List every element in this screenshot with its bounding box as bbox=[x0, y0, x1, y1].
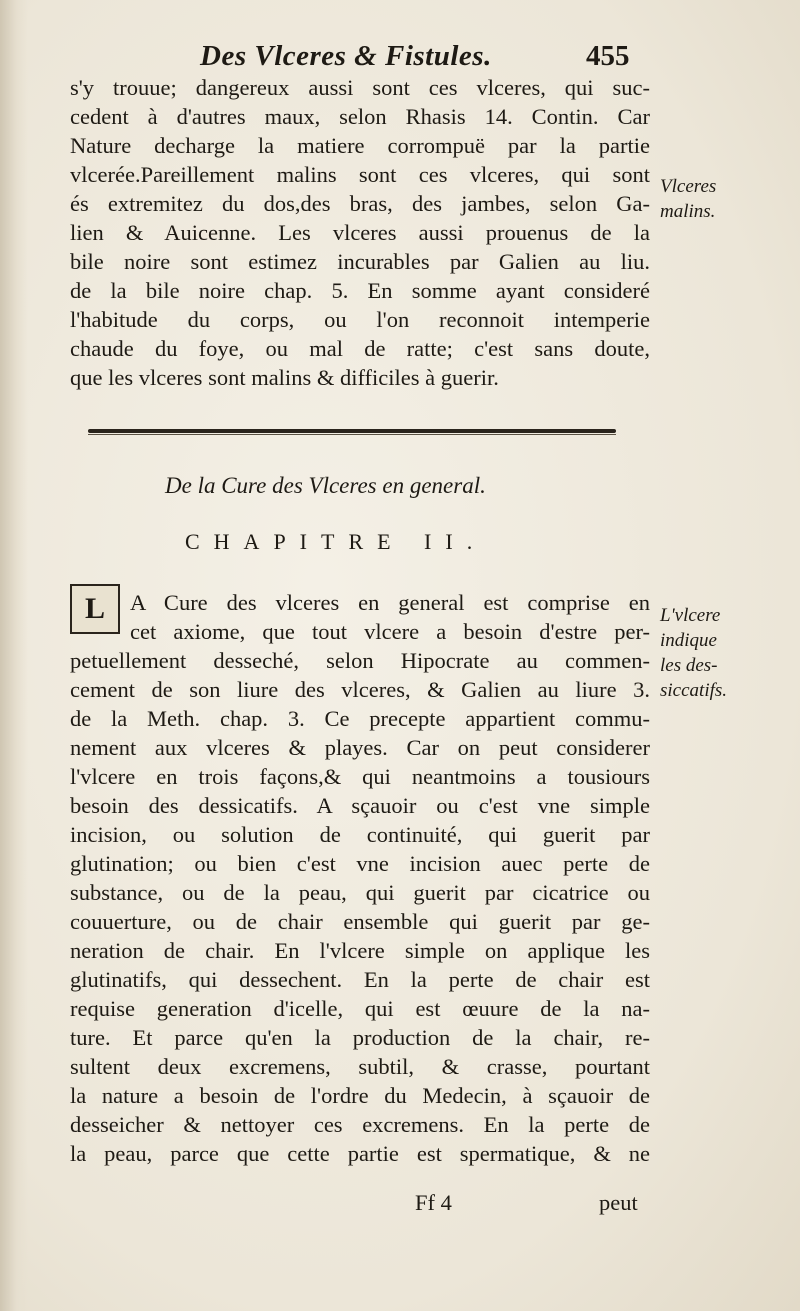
text-line: substance, ou de la peau, qui guerit par cicatrice ou bbox=[70, 880, 650, 905]
text-line: Nature decharge la matiere corrompuë par la partie bbox=[70, 133, 650, 158]
text-line: A Cure des vlceres en general est comprise en bbox=[130, 590, 650, 615]
text-line: glutination; ou bien c'est vne incision auec perte de bbox=[70, 851, 650, 876]
margin-note-line: siccatifs. bbox=[660, 680, 728, 701]
text-line: s'y trouue; dangereux aussi sont ces vlceres, qui suc- bbox=[70, 75, 650, 100]
margin-note-malins bbox=[660, 174, 792, 224]
text-line: neration de chair. En l'vlcere simple on applique les bbox=[70, 938, 650, 963]
body-paragraph-opening bbox=[130, 588, 650, 646]
drop-cap-initial: L bbox=[70, 584, 120, 634]
text-line: incision, ou solution de continuité, qui guerit par bbox=[70, 822, 650, 847]
text-line: la nature a besoin de l'ordre du Medecin, à sçauoir de bbox=[70, 1083, 650, 1108]
page-number: 455 bbox=[586, 40, 630, 72]
text-line: vlcerée.Pareillement malins sont ces vlceres, qui sont bbox=[70, 162, 650, 187]
margin-note-line: les des- bbox=[660, 655, 718, 676]
text-line: l'habitude du corps, ou l'on reconnoit intemperie bbox=[70, 307, 650, 332]
page-gutter-shadow bbox=[0, 0, 28, 1311]
margin-note-line: malins. bbox=[660, 201, 716, 222]
text-line: la peau, parce que cette partie est spermatique, & ne bbox=[70, 1141, 650, 1166]
text-line: bile noire sont estimez incurables par Galien au liu. bbox=[70, 249, 650, 274]
margin-note-line: indique bbox=[660, 630, 717, 651]
text-line: ture. Et parce qu'en la production de la chair, re- bbox=[70, 1025, 650, 1050]
text-line: desseicher & nettoyer ces excremens. En la perte de bbox=[70, 1112, 650, 1137]
running-title: Des Vlceres & Fistules. bbox=[200, 40, 492, 72]
text-line: lien & Auicenne. Les vlceres aussi prouenus de la bbox=[70, 220, 650, 245]
text-line: chaude du foye, ou mal de ratte; c'est sans doute, bbox=[70, 336, 650, 361]
text-line: glutinatifs, qui dessechent. En la perte de chair est bbox=[70, 967, 650, 992]
text-line: sultent deux excremens, subtil, & crasse, pourtant bbox=[70, 1054, 650, 1079]
text-line: couuerture, ou de chair ensemble qui guerit par ge- bbox=[70, 909, 650, 934]
text-line: l'vlcere en trois façons,& qui neantmoins a tousiours bbox=[70, 764, 650, 789]
text-line: besoin des dessicatifs. A sçauoir ou c'est vne simple bbox=[70, 793, 650, 818]
text-line: que les vlceres sont malins & difficiles à guerir. bbox=[70, 365, 499, 390]
text-line: de la Meth. chap. 3. Ce precepte appartient commu- bbox=[70, 706, 650, 731]
text-line: nement aux vlceres & playes. Car on peut considerer bbox=[70, 735, 650, 760]
margin-note-line: Vlceres bbox=[660, 176, 717, 197]
text-line: és extremitez du dos,des bras, des jambes, selon Ga- bbox=[70, 191, 650, 216]
section-title: De la Cure des Vlceres en general. bbox=[165, 473, 486, 498]
text-line: requise generation d'icelle, qui est œuure de la na- bbox=[70, 996, 650, 1021]
body-paragraph bbox=[70, 646, 650, 1168]
margin-note-desiccatifs bbox=[660, 603, 792, 703]
chapter-heading: CHAPITRE II. bbox=[185, 529, 487, 554]
section-divider-rule bbox=[88, 429, 616, 433]
top-paragraph bbox=[70, 73, 650, 392]
text-line: petuellement desseché, selon Hipocrate au commen- bbox=[70, 648, 650, 673]
text-line: cedent à d'autres maux, selon Rhasis 14. Contin. Car bbox=[70, 104, 650, 129]
page-footer bbox=[0, 1190, 800, 1220]
text-line: cet axiome, que tout vlcere a besoin d'estre per- bbox=[130, 619, 650, 644]
catchword: peut bbox=[599, 1190, 638, 1215]
signature-mark: Ff 4 bbox=[415, 1190, 452, 1215]
text-line: cement de son liure des vlceres, & Galien au liure 3. bbox=[70, 677, 650, 702]
text-line: de la bile noire chap. 5. En somme ayant consideré bbox=[70, 278, 650, 303]
margin-note-line: L'vlcere bbox=[660, 605, 721, 626]
